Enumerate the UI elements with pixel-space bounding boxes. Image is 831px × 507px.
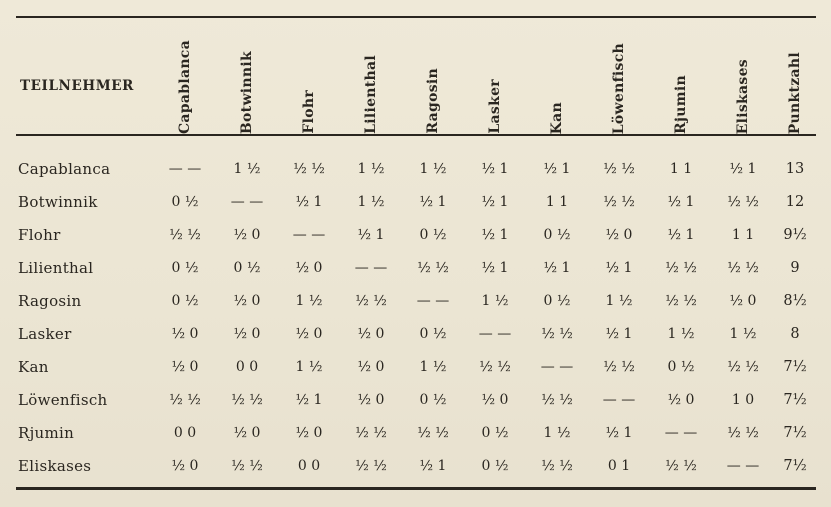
result-cell: ½ 0	[481, 391, 509, 408]
result-cell: ½ 0	[233, 424, 261, 441]
table-body	[16, 134, 816, 482]
player-name: Flohr	[18, 225, 61, 244]
result-cell: ½ 0	[357, 358, 385, 375]
result-cell: — —	[354, 259, 388, 276]
column-header	[154, 18, 216, 134]
player-name: Rjumin	[18, 423, 75, 442]
result-cell: ½ ½	[665, 259, 697, 276]
column-header	[588, 18, 650, 134]
result-cell: ½ 1	[543, 259, 571, 276]
result-cell: ½ ½	[541, 391, 573, 408]
result-cell: 1 ½	[543, 424, 571, 441]
points-cell: 8½	[783, 292, 807, 309]
result-cell: 0 ½	[419, 325, 447, 342]
result-cell: ½ ½	[417, 259, 449, 276]
column-header	[216, 18, 278, 134]
result-cell: 0 ½	[419, 391, 447, 408]
column-header-label: Botwinnik	[239, 50, 255, 134]
header-row	[16, 18, 816, 134]
result-cell: ½ 1	[481, 259, 509, 276]
result-cell: 1 1	[669, 160, 693, 177]
table-row	[16, 449, 816, 482]
column-header	[712, 18, 774, 134]
table-row	[16, 134, 816, 185]
result-cell: ½ 0	[171, 457, 199, 474]
table-row	[16, 317, 816, 350]
participants-header-label: TEILNEHMER	[20, 78, 134, 94]
result-cell: 1 ½	[233, 160, 261, 177]
result-cell: ½ 1	[605, 424, 633, 441]
result-cell: ½ ½	[727, 424, 759, 441]
table-row	[16, 350, 816, 383]
result-cell: ½ 0	[171, 325, 199, 342]
result-cell: 0 ½	[543, 292, 571, 309]
result-cell: ½ ½	[727, 193, 759, 210]
column-header-label: Ragosin	[425, 68, 441, 134]
result-cell: 0 ½	[481, 457, 509, 474]
result-cell: — —	[416, 292, 450, 309]
result-cell: — —	[664, 424, 698, 441]
result-cell: 0 ½	[233, 259, 261, 276]
table-row	[16, 185, 816, 218]
table-row	[16, 218, 816, 251]
result-cell: — —	[540, 358, 574, 375]
points-cell: 12	[785, 193, 805, 210]
result-cell: ½ 0	[233, 292, 261, 309]
bottom-rule	[16, 487, 816, 490]
result-cell: ½ ½	[231, 391, 263, 408]
participants-header	[16, 18, 154, 134]
result-cell: 1 ½	[357, 193, 385, 210]
result-cell: ½ ½	[541, 325, 573, 342]
result-cell: 1 1	[545, 193, 569, 210]
column-header-label: Kan	[549, 101, 565, 134]
result-cell: ½ 0	[667, 391, 695, 408]
result-cell: ½ 1	[357, 226, 385, 243]
result-cell: ½ 0	[295, 259, 323, 276]
column-header	[340, 18, 402, 134]
points-cell: 7½	[783, 358, 807, 375]
player-name: Botwinnik	[18, 192, 98, 211]
player-name: Eliskases	[18, 456, 92, 475]
points-cell: 9½	[783, 226, 807, 243]
result-cell: ½ 1	[543, 160, 571, 177]
result-cell: ½ ½	[665, 457, 697, 474]
result-cell: ½ 1	[419, 193, 447, 210]
result-cell: 0 ½	[419, 226, 447, 243]
result-cell: 1 0	[731, 391, 755, 408]
result-cell: ½ 1	[667, 226, 695, 243]
result-cell: ½ 1	[667, 193, 695, 210]
result-cell: 1 ½	[667, 325, 695, 342]
result-cell: ½ ½	[603, 193, 635, 210]
result-cell: ½ 0	[357, 325, 385, 342]
player-name: Lilienthal	[18, 258, 94, 277]
result-cell: — —	[478, 325, 512, 342]
result-cell: — —	[168, 160, 202, 177]
column-header-label: Lasker	[487, 79, 503, 134]
result-cell: — —	[292, 226, 326, 243]
result-cell: 0 ½	[481, 424, 509, 441]
result-cell: 0 ½	[171, 292, 199, 309]
player-name: Kan	[18, 357, 49, 376]
result-cell: ½ 1	[419, 457, 447, 474]
column-header	[402, 18, 464, 134]
result-cell: ½ ½	[727, 259, 759, 276]
result-cell: ½ ½	[479, 358, 511, 375]
result-cell: ½ ½	[417, 424, 449, 441]
result-cell: 1 ½	[605, 292, 633, 309]
table-row	[16, 251, 816, 284]
points-cell: 8	[790, 325, 800, 342]
column-header	[650, 18, 712, 134]
column-header	[464, 18, 526, 134]
result-cell: ½ 0	[233, 325, 261, 342]
column-header-label: Löwenfisch	[611, 42, 627, 134]
result-cell: 1 ½	[295, 358, 323, 375]
column-header-label: Rjumin	[673, 75, 689, 134]
result-cell: 0 ½	[171, 193, 199, 210]
column-header-label: Lilienthal	[363, 55, 379, 134]
result-cell: ½ 0	[295, 325, 323, 342]
result-cell: 1 ½	[419, 160, 447, 177]
crosstable	[16, 18, 816, 482]
result-cell: ½ 1	[481, 193, 509, 210]
result-cell: 0 1	[607, 457, 631, 474]
result-cell: ½ ½	[169, 391, 201, 408]
points-header-label: Punktzahl	[787, 51, 803, 134]
result-cell: ½ 0	[729, 292, 757, 309]
result-cell: ½ 1	[295, 391, 323, 408]
table-row	[16, 284, 816, 317]
column-header	[526, 18, 588, 134]
result-cell: 1 ½	[481, 292, 509, 309]
column-header-label: Flohr	[301, 90, 317, 134]
result-cell: ½ ½	[355, 424, 387, 441]
result-cell: ½ ½	[727, 358, 759, 375]
result-cell: ½ 1	[605, 325, 633, 342]
result-cell: ½ 0	[171, 358, 199, 375]
result-cell: — —	[230, 193, 264, 210]
column-header-label: Eliskases	[735, 58, 751, 134]
result-cell: ½ ½	[169, 226, 201, 243]
result-cell: ½ ½	[665, 292, 697, 309]
result-cell: 0 ½	[543, 226, 571, 243]
result-cell: ½ 1	[481, 226, 509, 243]
result-cell: ½ ½	[231, 457, 263, 474]
points-cell: 9	[790, 259, 800, 276]
result-cell: ½ 0	[605, 226, 633, 243]
result-cell: 1 ½	[357, 160, 385, 177]
table-row	[16, 383, 816, 416]
points-cell: 7½	[783, 457, 807, 474]
result-cell: 1 1	[731, 226, 755, 243]
result-cell: 0 0	[297, 457, 321, 474]
table-row	[16, 416, 816, 449]
result-cell: ½ 0	[233, 226, 261, 243]
result-cell: ½ ½	[603, 160, 635, 177]
player-name: Lasker	[18, 324, 72, 343]
result-cell: ½ 0	[295, 424, 323, 441]
result-cell: 1 ½	[729, 325, 757, 342]
result-cell: 1 ½	[419, 358, 447, 375]
result-cell: ½ ½	[355, 457, 387, 474]
result-cell: ½ ½	[355, 292, 387, 309]
result-cell: ½ ½	[293, 160, 325, 177]
result-cell: 0 0	[235, 358, 259, 375]
result-cell: ½ ½	[603, 358, 635, 375]
result-cell: 1 ½	[295, 292, 323, 309]
column-header	[278, 18, 340, 134]
points-cell: 7½	[783, 424, 807, 441]
column-header-label: Capablanca	[177, 39, 193, 134]
result-cell: ½ 1	[605, 259, 633, 276]
points-header	[774, 18, 816, 134]
points-cell: 7½	[783, 391, 807, 408]
player-name: Capablanca	[18, 159, 111, 178]
result-cell: ½ 1	[295, 193, 323, 210]
result-cell: 0 0	[173, 424, 197, 441]
player-name: Ragosin	[18, 291, 82, 310]
result-cell: ½ ½	[541, 457, 573, 474]
result-cell: 0 ½	[667, 358, 695, 375]
result-cell: ½ 1	[729, 160, 757, 177]
points-cell: 13	[785, 160, 805, 177]
result-cell: 0 ½	[171, 259, 199, 276]
result-cell: ½ 0	[357, 391, 385, 408]
result-cell: ½ 1	[481, 160, 509, 177]
result-cell: — —	[726, 457, 760, 474]
result-cell: — —	[602, 391, 636, 408]
player-name: Löwenfisch	[18, 390, 108, 409]
